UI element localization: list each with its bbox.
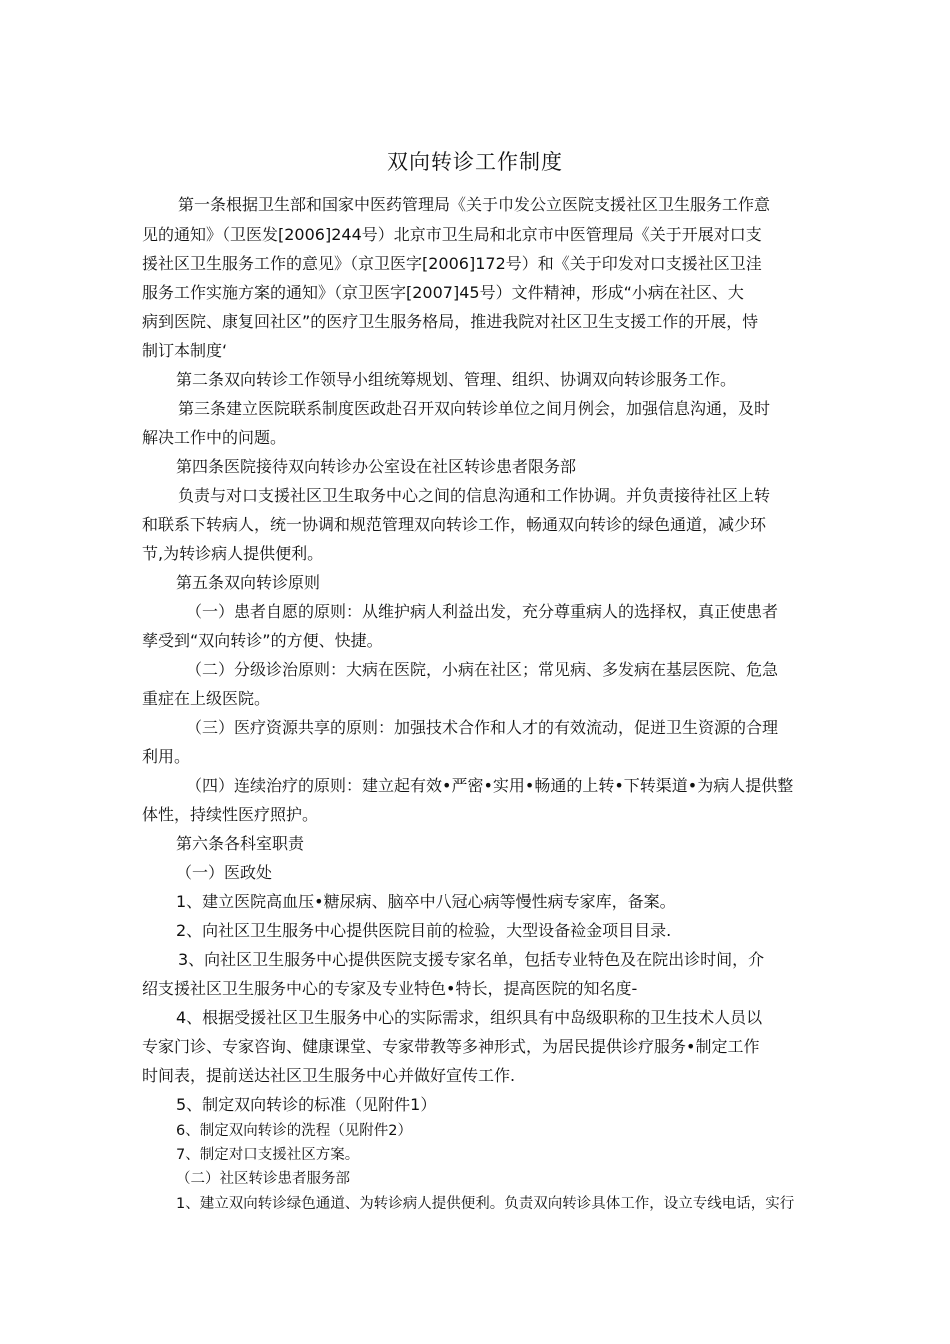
text-line: 援社区卫生服务工作的意见》（京卫医字[2006]172号）和《关于印发对口支援社区卫洼 <box>142 254 762 273</box>
text-line: 节,为转诊病人提供便利。 <box>142 544 324 563</box>
text-line: 体性，持续性医疗照护。 <box>142 805 319 824</box>
text-line: 服务工作实施方案的通知》（京卫医字[2007]45号）文件精神，形成“小病在社区、大 <box>142 283 744 302</box>
text-line: （二）社区转诊患者服务部 <box>176 1171 350 1187</box>
text-line: 6、制定双向转诊的洗程（见附件2） <box>176 1123 412 1139</box>
text-line: 制订本制度‘ <box>142 341 228 360</box>
text-line: （一）患者自愿的原则：从维护病人利益出发，充分尊重病人的选择权，真正使患者 <box>186 602 779 621</box>
text-line: 专家门诊、专家咨询、健康课堂、专家带教等多神形式，为居民提供诊疗服务•制定工作 <box>142 1037 760 1056</box>
text-line: 第六条各科室职责 <box>176 834 305 853</box>
text-line: （四）连续治疗的原则：建立起有效•严密•实用•畅通的上转•下转渠道•为病人提供整 <box>186 776 794 795</box>
text-line: 第一条根据卫生部和国家中医药管理局《关于巾发公立医院支援社区卫生服务工作意 <box>178 195 771 214</box>
text-line: 解决工作中的问题。 <box>142 428 287 447</box>
text-line: 1、建立医院高血压•糖尿病、脑卒中八冠心病等慢性病专家库，备案。 <box>176 892 676 911</box>
text-line: 5、制定双向转诊的标准（见附件1） <box>176 1095 437 1114</box>
text-line: 绍支援社区卫生服务中心的专家及专业特色•特长，提高医院的知名度- <box>142 979 638 998</box>
text-line: 和联系下转病人，统一协调和规范管理双向转诊工作，畅通双向转诊的绿色通道，减少环 <box>142 515 767 534</box>
text-line: 2、向社区卫生服务中心提供医院目前的检验，大型设备裣金项目目录. <box>176 921 672 940</box>
text-line: 重症在上级医院。 <box>142 689 271 708</box>
text-line: 1、建立双向转诊绿色通道、为转诊病人提供便利。负责双向转诊具体工作，设立专线电话，实行 <box>176 1196 795 1212</box>
text-line: 孳受到“双向转诊”的方便、快捷。 <box>142 631 383 650</box>
text-line: 第四条医院接待双向转诊办公室设在社区转诊患者限务部 <box>176 457 577 476</box>
text-line: （二）分级诊治原则：大病在医院，小病在社区；常见病、多发病在基层医院、危急 <box>186 660 779 679</box>
document-title: 双向转诊工作制度 <box>387 150 563 174</box>
text-line: （一）医政处 <box>176 863 273 882</box>
text-line: 4、根据受援社区卫生服务中心的实际需求，组织具有中岛级职称的卫生技术人员以 <box>176 1008 763 1027</box>
text-line: 病到医院、康复回社区”的医疗卫生服务格局，推进我院对社区卫生支援工作的开展，恃 <box>142 312 759 331</box>
text-line: 3、向社区卫生服务中心提供医院支援专家名单，包括专业特色及在院出诊时间，介 <box>178 950 765 969</box>
text-line: 利用。 <box>142 747 191 766</box>
text-line: （三）医疗资源共享的原则：加强技术合作和人才的有效流动，促迸卫生资源的合理 <box>186 718 779 737</box>
text-line: 7、制定对口支援社区方案。 <box>176 1147 360 1163</box>
text-line: 时间表，提前送达社区卫生服务中心并做好宣传工作. <box>142 1066 516 1085</box>
text-line: 第二条双向转诊工作领导小组统筹规划、管理、组织、协调双向转诊服务工作。 <box>176 370 737 389</box>
text-line: 见的通知》（卫医发[2006]244号）北京市卫生局和北京市中医管理局《关于开展对口支 <box>142 225 762 244</box>
text-line: 负责与对口支援社区卫生取务中心之间的信息沟通和工作协调。并负责接待社区上转 <box>178 486 771 505</box>
text-line: 第五条双向转诊原则 <box>176 573 321 592</box>
text-line: 第三条建立医院联系制度医政赴召开双向转诊单位之间月例会，加强信息沟通，及时 <box>178 399 771 418</box>
